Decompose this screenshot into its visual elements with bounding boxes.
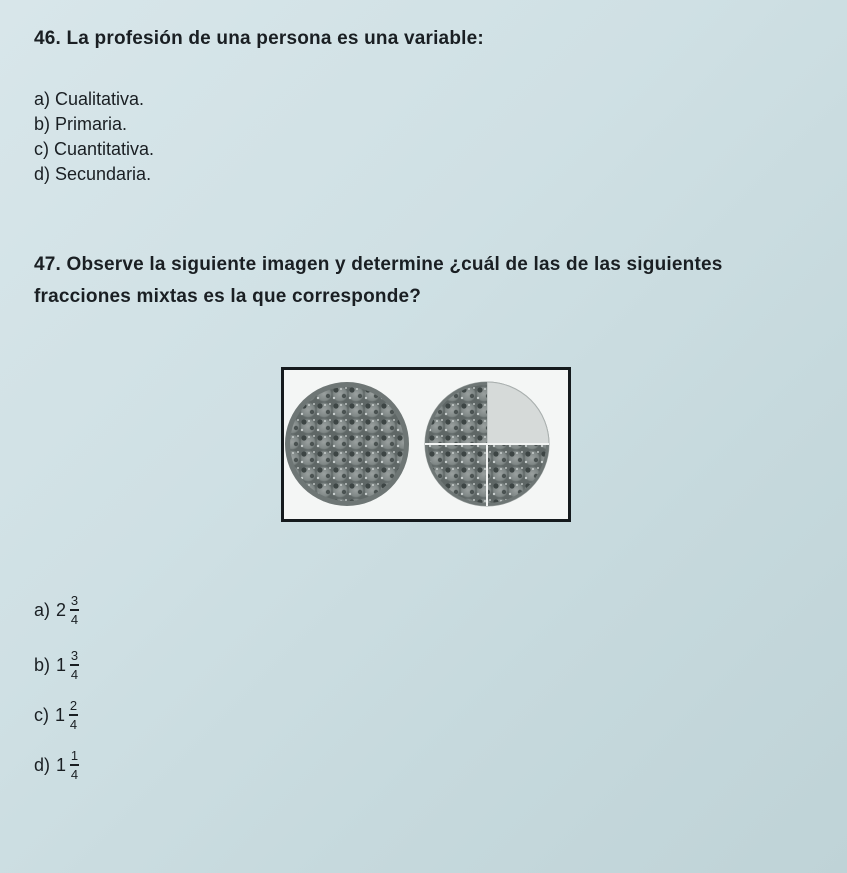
question-47-option-d[interactable] bbox=[34, 745, 79, 785]
question-46-title: 46. La profesión de una persona es una variable: bbox=[34, 28, 484, 49]
question-47-title-line2: fracciones mixtas es la que corresponde? bbox=[34, 286, 422, 307]
partial-pizza bbox=[425, 382, 549, 506]
fraction-numerator: 1 bbox=[70, 748, 79, 764]
fraction-bar bbox=[70, 609, 79, 610]
empty-quarter bbox=[487, 382, 549, 444]
option-whole-number: 2 bbox=[56, 599, 67, 620]
option-label: a) bbox=[34, 599, 51, 620]
option-whole-number: 1 bbox=[55, 704, 66, 725]
fraction-denominator: 4 bbox=[69, 716, 78, 732]
fraction-denominator: 4 bbox=[70, 666, 79, 682]
option-whole-number: 1 bbox=[56, 654, 67, 675]
question-47-option-c[interactable] bbox=[34, 695, 78, 735]
fraction-bar bbox=[69, 714, 78, 715]
question-46-option-d[interactable]: d) Secundaria. bbox=[34, 164, 152, 184]
question-47-option-a[interactable] bbox=[34, 590, 79, 630]
question-46-option-b[interactable]: b) Primaria. bbox=[34, 114, 128, 134]
question-47-option-b[interactable] bbox=[34, 645, 79, 685]
pizza-illustration bbox=[284, 370, 568, 519]
fraction-numerator: 3 bbox=[70, 593, 79, 609]
fraction-numerator: 2 bbox=[69, 698, 78, 714]
fraction-denominator: 4 bbox=[70, 766, 79, 782]
fraction-bar bbox=[70, 764, 79, 765]
option-label: b) bbox=[34, 654, 51, 675]
option-fraction bbox=[70, 649, 79, 680]
question-47-title-line1: 47. Observe la siguiente imagen y determine ¿cuál de las de las siguientes bbox=[34, 254, 723, 275]
option-label: c) bbox=[34, 704, 49, 725]
whole-pizza bbox=[285, 382, 409, 506]
option-label: d) bbox=[34, 754, 51, 775]
pizza-fraction-figure bbox=[281, 367, 571, 522]
option-fraction bbox=[70, 594, 79, 625]
fraction-numerator: 3 bbox=[70, 648, 79, 664]
option-fraction bbox=[69, 699, 78, 730]
option-whole-number: 1 bbox=[56, 754, 67, 775]
bleed-through-texture bbox=[560, 14, 565, 37]
fraction-bar bbox=[70, 664, 79, 665]
option-fraction bbox=[70, 749, 79, 780]
question-46-option-c[interactable]: c) Cuantitativa. bbox=[34, 139, 155, 159]
question-46-option-a[interactable]: a) Cualitativa. bbox=[34, 89, 145, 109]
fraction-denominator: 4 bbox=[70, 611, 79, 627]
